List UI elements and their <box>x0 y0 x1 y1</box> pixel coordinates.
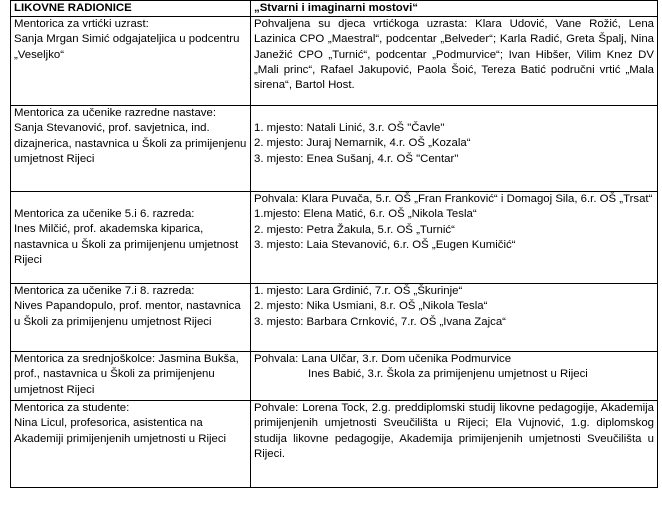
mentor-cell <box>11 106 251 192</box>
awards-intro: Pohvala: Klara Puvača, 5.r. OŠ „Fran Franković“ i Domagoj Sila, 6.r. OŠ „Trsat“ <box>254 193 653 206</box>
mentor-text: Mentorica za učenike razredne nastave: Sanja Stevanović, prof. savjetnica, ind. dizajnerica, nastavnica u Školi za primijenjenu umjetnost Rijeci <box>14 107 247 165</box>
awards-cell <box>251 352 658 401</box>
mentor-name: Nives Papandopulo, prof. mentor, nastavnica u Školi za primijenjenu umjetnost Rijeci <box>14 300 241 328</box>
awards-cell <box>251 192 658 284</box>
award-3rd: 3. mjesto: Enea Sušanj, 4.r. OŠ "Centar" <box>254 152 459 165</box>
award-commendation: Ines Babić, 3.r. Škola za primijenjenu umjetnost u Rijeci <box>308 368 588 381</box>
mentor-title: Mentorica za studente: <box>14 402 130 415</box>
award-1st: 1.mjesto: Elena Matić, 6.r. OŠ „Nikola Tesla“ <box>254 208 477 221</box>
mentor-name: Nina Licul, profesorica, asistentica na Akademiji primijenjenih umjetnosti u Rijeci <box>14 417 227 445</box>
table-row <box>11 352 658 401</box>
mentor-cell <box>11 192 251 284</box>
awards-cell <box>251 106 658 192</box>
award-1st: 1. mjesto: Natali Linić, 3.r. OŠ "Čavle" <box>254 122 445 135</box>
awards-cell <box>251 401 658 488</box>
radionice-table <box>10 0 658 488</box>
mentor-title: Mentorica za učenike 5.i 6. razreda: <box>14 208 195 221</box>
award-1st: 1. mjesto: Lara Grdinić, 7.r. OŠ „Škurinje“ <box>254 285 463 298</box>
award-2nd: 2. mjesto: Petra Žakula, 5.r. OŠ „Turnić“ <box>254 223 455 236</box>
mentor-cell <box>11 352 251 401</box>
header-col1: LIKOVNE RADIONICE <box>11 1 251 17</box>
table-row <box>11 284 658 352</box>
mentor-cell <box>11 284 251 352</box>
table-row <box>11 192 658 284</box>
awards-text: Pohvale: Lorena Tock, 2.g. preddiplomski studij likovne pedagogije, Akademija primijenjenih umjetnosti Sveučilišta u Rijeci; Ela Vujnović, 1.g. diplomskog studija likovne pedagogije, Akademija primijenjenih umjetnosti Sveučilišta u Rijeci. <box>254 402 654 460</box>
table-row <box>11 401 658 488</box>
mentor-text: Mentorica za srednjoškolce: Jasmina Bukša, prof., nastavnica u Školi za primijenjenu umjetnost Rijeci <box>14 353 239 396</box>
award-3rd: 3. mjesto: Laia Stevanović, 6.r. OŠ „Eugen Kumičić“ <box>254 238 516 251</box>
table-header-row <box>11 1 658 17</box>
award-2nd: 2. mjesto: Nika Usmiani, 8.r. OŠ „Nikola Tesla“ <box>254 300 488 313</box>
awards-intro: Pohvala: Lana Ulčar, 3.r. Dom učenika Podmurvice <box>254 353 512 366</box>
mentor-name: Sanja Mrgan Simić odgajateljica u podcentru „Veseljko“ <box>14 33 240 61</box>
awards-cell <box>251 284 658 352</box>
awards-text: Pohvaljena su djeca vrtićkoga uzrasta: Klara Udović, Vane Rožić, Lena Lazinica CPO „Maestral“, podcentar „Belveder“; Karla Radić, Greta Špalj, Nina Janežić CPO „Turnić“, podcentar „Podmurvice“; Ivan Hibšer, Vilim Knez DV „Mali princ“, Rafael Jakupović, Paola Šoić, Tereza Batić područni vrtić „Mala sirena“, Bartol Host. <box>254 18 654 92</box>
mentor-cell <box>11 17 251 106</box>
header-col2: „Stvarni i imaginarni mostovi“ <box>251 1 658 17</box>
mentor-cell <box>11 401 251 488</box>
mentor-title: Mentorica za učenike 7.i 8. razreda: <box>14 285 195 298</box>
table-row <box>11 106 658 192</box>
award-2nd: 2. mjesto: Juraj Nemarnik, 4.r. OŠ „Kozala“ <box>254 137 471 150</box>
mentor-name: Ines Milčić, prof. akademska kiparica, nastavnica u Školi za primijenjenu umjetnost Rijeci <box>14 223 239 266</box>
table-row <box>11 17 658 106</box>
mentor-title: Mentorica za vrtićki uzrast: <box>14 18 149 31</box>
awards-cell <box>251 17 658 106</box>
award-3rd: 3. mjesto: Barbara Crnković, 7.r. OŠ „Ivana Zajca“ <box>254 315 506 328</box>
